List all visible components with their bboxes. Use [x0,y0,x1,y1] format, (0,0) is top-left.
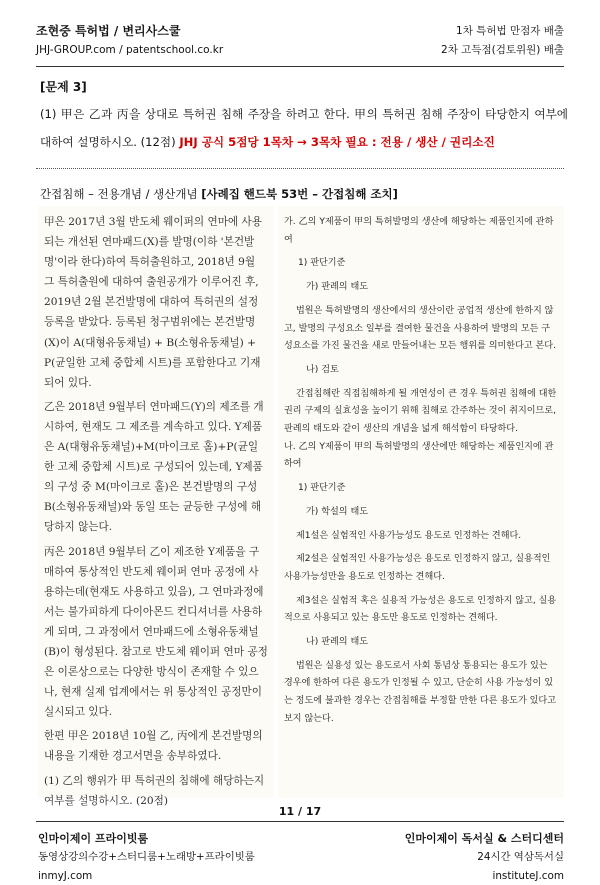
answer-view-3: 제3설은 실험적 혹은 실용적 가능성은 용도로 인정하지 않고, 실용적으로 사용되고 있는 용도만 용도로 인정하는 견해다. [284,595,557,624]
header-title: 조현중 특허법 / 변리사스쿨 [36,24,181,38]
problem-hint: JHJ 공식 5점당 1목차 → 3목차 필요 : 전용 / 생산 / 권리소진 [179,135,495,149]
problem-title: [문제 3] [40,80,87,94]
answer-na-1: 1) 판단기준 [298,483,346,494]
answer-ga-1-na-text: 간접침해란 직접침해하게 될 개연성이 큰 경우 특허권 침해에 대한 권리 구제의 실효성을 높이기 위해 침해로 간주하는 것이 취지이므로, 판례의 태도와 같이 생산의 개념을 넓게 해석함이 타당하다. [284,388,557,435]
answer-ga-title: 가. 乙의 Y제품이 甲의 특허발명의 생산에 해당하는 제품인지에 관하여 [284,217,554,245]
footer-left-title: 인마이제이 프라이빗룸 [38,832,149,845]
answer-ga-1-ga-text: 법원은 특허발명의 생산에서의 생산이란 공업적 생산에 한하지 않고, 발명의 구성요소 일부를 결여한 물건을 사용하여 발명의 모든 구성요소를 가진 물건을 새로 만들어내는 모든 행위를 의미한다고 본다. [284,305,556,352]
page-header [36,22,564,70]
case-paragraph-4: 한편 甲은 2018년 10월 乙, 丙에게 본건발명의 내용을 기재한 경고서면을 송부하였다. [44,730,263,763]
answer-ga-1-ga: 가) 판례의 태도 [306,282,369,293]
case-paragraph-1: 甲은 2017년 3월 반도체 웨이퍼의 연마에 사용되는 개선된 연마패드(X)를 발명(이하 '본건발명'이라 한다)하여 특허출원하고, 2018년 9월 그 특허출원에 대하여 출원공개가 이루어진 후, 2019년 2월 본건발명에 대하여 특허권의 설정등록을 받았다. 등록된 청구범위에는 본건발명(X)이 A(대형유동채널) + B(소형유동채널) + P(균일한 고체 중합체 시트)를 포함한다고 기재되어 있다. [44,216,263,389]
case-paragraph-2: 乙은 2018년 9월부터 연마패드(Y)의 제조를 개시하여, 현재도 그 제조를 계속하고 있다. Y제품은 A(대형유동채널)+M(마이크로 홀)+P(균일한 고체 중합체 시트)로 구성되어 있는데, Y제품의 구성 중 M(마이크로 홀)은 본건발명의 구성 B(소형유동채널)와 동일 또는 균등한 구성에 해당하지 않는다. [44,400,264,534]
answer-na-title: 나. 乙의 Y제품이 甲의 특허발명의 생산에만 해당하는 제품인지에 관하여 [284,441,554,470]
footer-left [38,829,255,885]
section-prefix: 간접침해 – 전용개념 / 생산개념 [40,187,202,201]
problem-text [40,100,568,156]
answer-na-1-ga: 가) 학설의 태도 [306,506,369,517]
section-title [40,186,398,202]
footer-right [405,829,564,885]
answer-na-1-na-text: 법원은 실용성 있는 용도로서 사회 통념상 통용되는 용도가 있는 경우에 한하여 다른 용도가 인정될 수 있고, 단순히 사용 가능성이 있는 정도에 불과한 경우는 간접침해를 부정할 만한 다른 용도가 있다고 보지 않는다. [284,660,556,724]
case-question: (1) 乙의 행위가 甲 특허권의 침해에 해당하는지 여부를 설명하시오. (20점) [44,774,265,807]
footer-left-line1: 동영상강의수강+스터디룸+노래방+프라이빗룸 [38,851,255,863]
header-right-line2: 2차 고득점(검토위원) 배출 [441,44,564,56]
page-number: 11 / 17 [278,805,322,818]
case-paragraph-3: 丙은 2018년 9월부터 乙이 제조한 Y제품을 구매하여 통상적인 반도체 웨이퍼 연마 공정에 사용하는데(현재도 사용하고 있음), 그 연마과정에서는 불가피하게 다이아몬드 컨디셔너를 사용하게 되며, 그 과정에서 연마패드에 소형유동채널(B)이 형성된다. 참고로 반도체 웨이퍼 연마 공정은 이론상으로는 다양한 방식이 존재할 수 있으나, 현재 실제 업계에서는 위 통상적인 공정만이 실시되고 있다. [44,545,268,719]
header-left [36,22,223,60]
problem-question: (1) 甲은 乙과 丙을 상대로 특허권 침해 주장을 하려고 한다. 甲의 특허권 침해 주장이 타당한지 여부에 대하여 설명하시오. (12점) [40,107,568,149]
section-ref: [사례집 핸드북 53번 – 간접침해 조치] [201,187,398,201]
header-right-line1: 1차 특허법 만점자 배출 [456,25,564,37]
header-site[interactable]: JHJ-GROUP.com / patentschool.co.kr [36,44,224,56]
header-right [441,22,564,60]
footer-right-title: 인마이제이 독서실 & 스터디센터 [404,832,564,845]
footer-right-link[interactable]: instituteJ.com [492,870,564,882]
answer-ga-1: 1) 판단기준 [298,258,346,269]
answer-view-2: 제2설은 실험적인 사용가능성은 용도로 인정하지 않고, 실용적인 사용가능성만을 용도로 인정하는 견해다. [284,554,551,582]
answer-column [278,206,564,798]
footer-divider [36,821,564,822]
header-divider [36,66,564,67]
dotted-divider [36,168,564,169]
answer-na-1-na: 나) 판례의 태도 [306,637,369,648]
footer-right-line1: 24시간 역삼독서실 [477,851,564,863]
answer-view-1: 제1설은 실험적인 사용가능성도 용도로 인정하는 견해다. [296,530,522,541]
footer-left-link[interactable]: inmyJ.com [38,870,93,882]
answer-ga-1-na: 나) 검토 [306,364,339,375]
case-facts-column [38,206,274,807]
